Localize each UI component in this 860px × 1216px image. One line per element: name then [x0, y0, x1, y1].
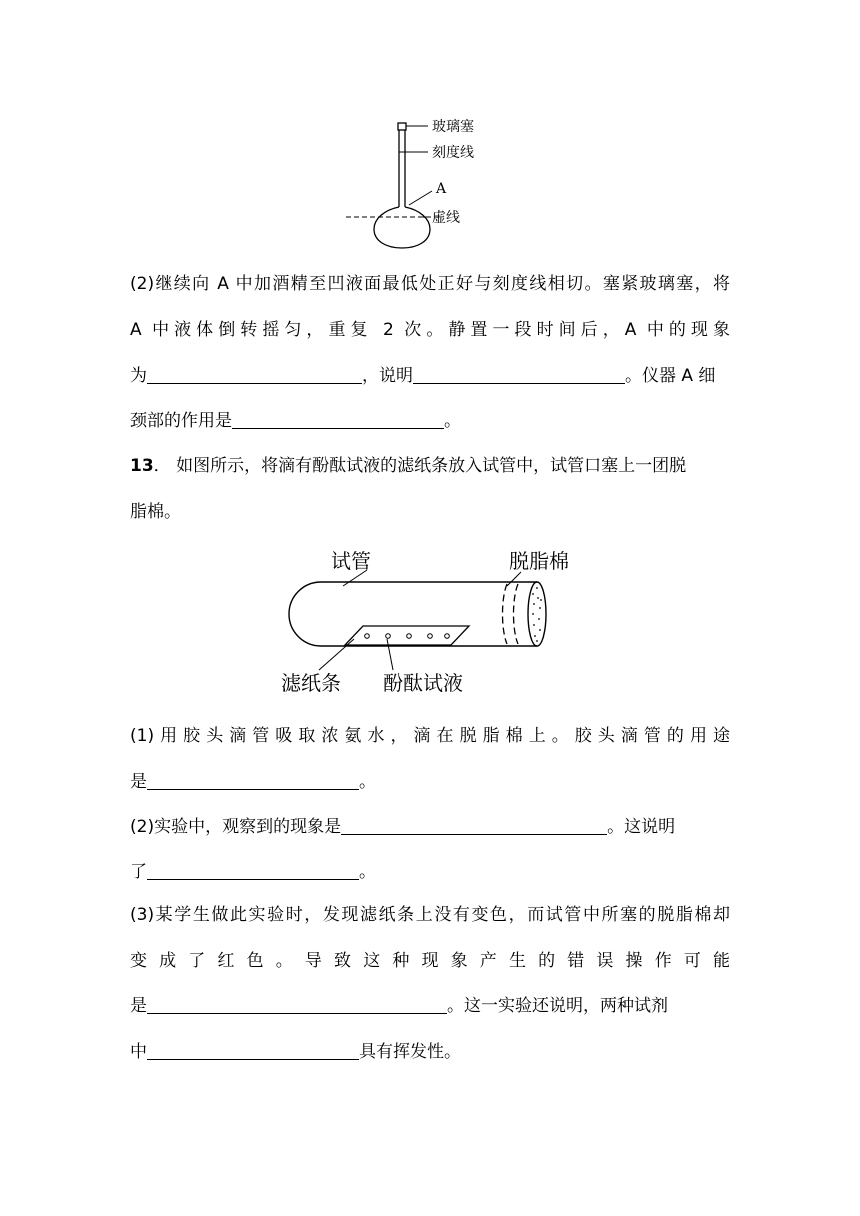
- q13-part3-line-3: [130, 995, 730, 1017]
- q12-text: 。: [444, 411, 461, 431]
- q13-text: 是: [130, 772, 147, 792]
- answer-blank[interactable]: [147, 997, 447, 1014]
- q13-text: 了: [130, 862, 147, 882]
- q12-line-4: [130, 410, 730, 432]
- q12-line-3: [130, 365, 730, 387]
- q13-text: 。: [359, 862, 376, 882]
- answer-blank[interactable]: [341, 818, 607, 835]
- q12-text: 颈部的作用是: [130, 411, 232, 431]
- test-tube-figure: [275, 542, 595, 702]
- label-a: A: [436, 181, 447, 197]
- q13-text: 。: [359, 772, 376, 792]
- label-cotton: 脱脂棉: [509, 549, 569, 573]
- question-number: 13: [130, 456, 154, 476]
- q12-text: 为: [130, 366, 147, 386]
- q12-text: ，说明: [362, 366, 413, 386]
- q13-part3-line-1: (3)某学生做此实验时，发现滤纸条上没有变色，而试管中所塞的脱脂棉却: [130, 905, 730, 925]
- q13-text: 中: [130, 1042, 147, 1062]
- label-test-tube: 试管: [331, 549, 371, 573]
- q13-intro-text: ． 如图所示，将滴有酚酞试液的滤纸条放入试管中，试管口塞上一团脱: [153, 456, 687, 476]
- q13-text: 具有挥发性。: [359, 1042, 461, 1062]
- q13-text: (2)实验中，观察到的现象是: [130, 817, 342, 837]
- q13-part2-line-1: [130, 816, 730, 838]
- q13-part3-line-2: 变成了红色。导致这种现象产生的错误操作可能: [130, 951, 730, 971]
- answer-blank[interactable]: [147, 1043, 359, 1060]
- label-graduation: 刻度线: [432, 145, 474, 161]
- q13-text: 。这说明: [607, 817, 676, 837]
- answer-blank[interactable]: [147, 367, 362, 384]
- answer-blank[interactable]: [147, 863, 359, 880]
- answer-blank[interactable]: [147, 773, 359, 790]
- q13-part3-line-4: [130, 1041, 730, 1063]
- answer-blank[interactable]: [232, 412, 444, 429]
- q13-part1-line-1: (1)用胶头滴管吸取浓氨水，滴在脱脂棉上。胶头滴管的用途: [130, 726, 730, 746]
- label-stopper: 玻璃塞: [432, 119, 474, 135]
- volumetric-flask-figure: [340, 115, 500, 255]
- q13-text: 是: [130, 996, 147, 1016]
- q13-part1-line-2: [130, 771, 730, 793]
- label-dashed: 虚线: [432, 210, 460, 226]
- q13-part2-line-2: [130, 861, 730, 883]
- answer-blank[interactable]: [413, 367, 625, 384]
- q13-text: 。这一实验还说明，两种试剂: [447, 996, 668, 1016]
- label-phenolphthalein: 酚酞试液: [383, 671, 463, 695]
- q12-text: 。仪器 A 细: [625, 366, 716, 386]
- q13-intro-line-1: [130, 455, 730, 477]
- q12-line-1: (2)继续向 A 中加酒精至凹液面最低处正好与刻度线相切。塞紧玻璃塞，将: [130, 274, 730, 294]
- label-filter-paper: 滤纸条: [281, 671, 341, 695]
- q12-line-2: A 中液体倒转摇匀，重复 2 次。静置一段时间后，A 中的现象: [130, 320, 730, 340]
- q13-intro-line-2: 脂棉。: [130, 502, 181, 522]
